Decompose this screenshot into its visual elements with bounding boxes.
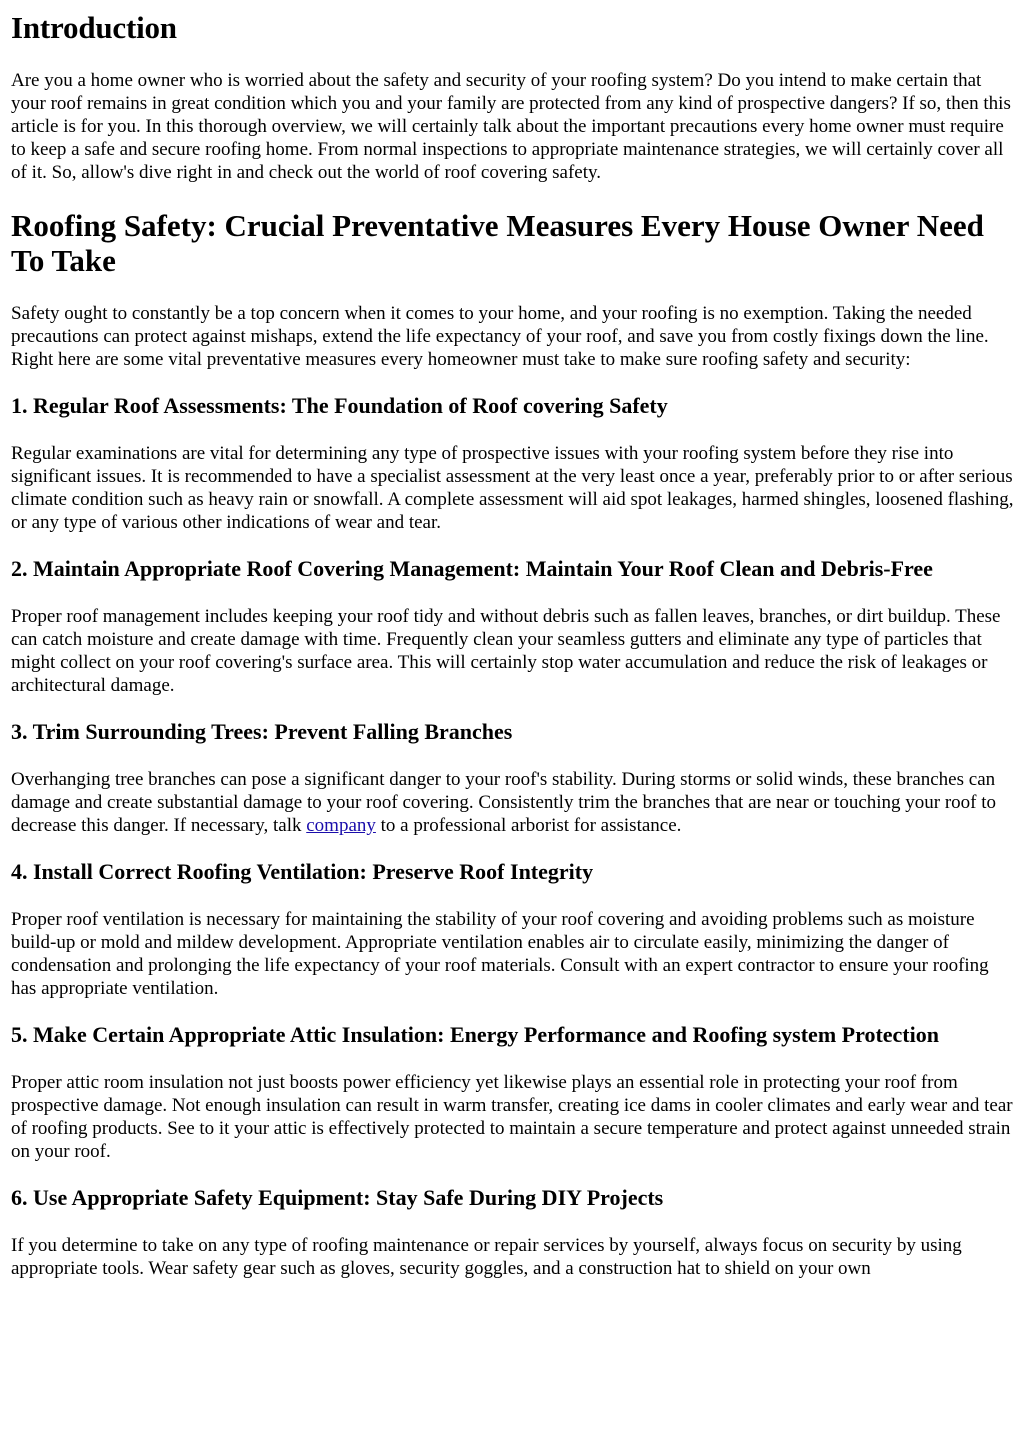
trees-text-after-link: to a professional arborist for assistance. xyxy=(375,815,682,836)
section-heading-insulation: 5. Make Certain Appropriate Attic Insulation: Energy Performance and Roofing system Protection xyxy=(11,1022,939,1047)
main-heading: Roofing Safety: Crucial Preventative Measures Every House Owner Need To Take xyxy=(11,208,984,278)
intro-heading: Introduction xyxy=(11,10,177,45)
section-paragraph-inspections: Regular examinations are vital for determining any type of prospective issues with your roofing system before they rise into significant issues. It is recommended to have a specialist assessment at the very least once a year, preferably prior to or after serious climate condition such as heavy rain or snowfall. A complete assessment will aid spot leakages, harmed shingles, loosened flashing, or any type of various other indications of wear and tear. xyxy=(11,443,1014,533)
section-paragraph-safety-equipment: If you determine to take on any type of roofing maintenance or repair services by yourself, always focus on security by using appropriate tools. Wear safety gear such as gloves, security goggles, and a construction hat to shield on your own xyxy=(11,1235,962,1279)
section-paragraph-insulation: Proper attic room insulation not just boosts power efficiency yet likewise plays an essential role in protecting your roof from prospective damage. Not enough insulation can result in warm transfer, creating ice dams in cooler climates and early wear and tear of roofing products. See to it your attic is effectively protected to maintain a secure temperature and protect against unneeded strain on your roof. xyxy=(11,1072,1013,1162)
section-heading-safety-equipment: 6. Use Appropriate Safety Equipment: Stay Safe During DIY Projects xyxy=(11,1185,664,1210)
trees-text-before-link: Overhanging tree branches can pose a significant danger to your roof's stability. During storms or solid winds, these branches can damage and create substantial damage to your roof covering. Consistently trim the branches that are near or touching your roof to decrease this danger. If necessary, talk xyxy=(11,769,997,836)
company-link[interactable]: company xyxy=(306,815,376,836)
intro-paragraph: Are you a home owner who is worried about the safety and security of your roofing system? Do you intend to make certain that your roof remains in great condition which you and your family are protected from any kind of prospective dangers? If so, then this article is for you. In this thorough overview, we will certainly talk about the important precautions every home owner must require to keep a safe and secure roofing home. From normal inspections to appropriate maintenance strategies, we will certainly cover all of it. So, allow's dive right in and check out the world of roof covering safety. xyxy=(11,70,1011,183)
main-paragraph: Safety ought to constantly be a top concern when it comes to your home, and your roofing is no exemption. Taking the needed precautions can protect against mishaps, extend the life expectancy of your roof, and save you from costly fixings down the line. Right here are some vital preventative measures every homeowner must take to make sure roofing safety and security: xyxy=(11,303,989,370)
section-paragraph-trees xyxy=(11,768,1016,837)
section-heading-inspections: 1. Regular Roof Assessments: The Foundation of Roof covering Safety xyxy=(11,393,668,418)
section-paragraph-maintenance: Proper roof management includes keeping your roof tidy and without debris such as fallen leaves, branches, or dirt buildup. These can catch moisture and create damage with time. Frequently clean your seamless gutters and eliminate any type of particles that might collect on your roof covering's surface area. This will certainly stop water accumulation and reduce the risk of leakages or architectural damage. xyxy=(11,606,1001,696)
section-heading-maintenance: 2. Maintain Appropriate Roof Covering Management: Maintain Your Roof Clean and Debris-Free xyxy=(11,556,933,581)
section-paragraph-ventilation: Proper roof ventilation is necessary for maintaining the stability of your roof covering and avoiding problems such as moisture build-up or mold and mildew development. Appropriate ventilation enables air to circulate easily, minimizing the danger of condensation and prolonging the life expectancy of your roof materials. Consult with an expert contractor to ensure your roofing has appropriate ventilation. xyxy=(11,909,989,999)
section-heading-trees: 3. Trim Surrounding Trees: Prevent Falling Branches xyxy=(11,719,513,744)
section-heading-ventilation: 4. Install Correct Roofing Ventilation: Preserve Roof Integrity xyxy=(11,859,594,884)
